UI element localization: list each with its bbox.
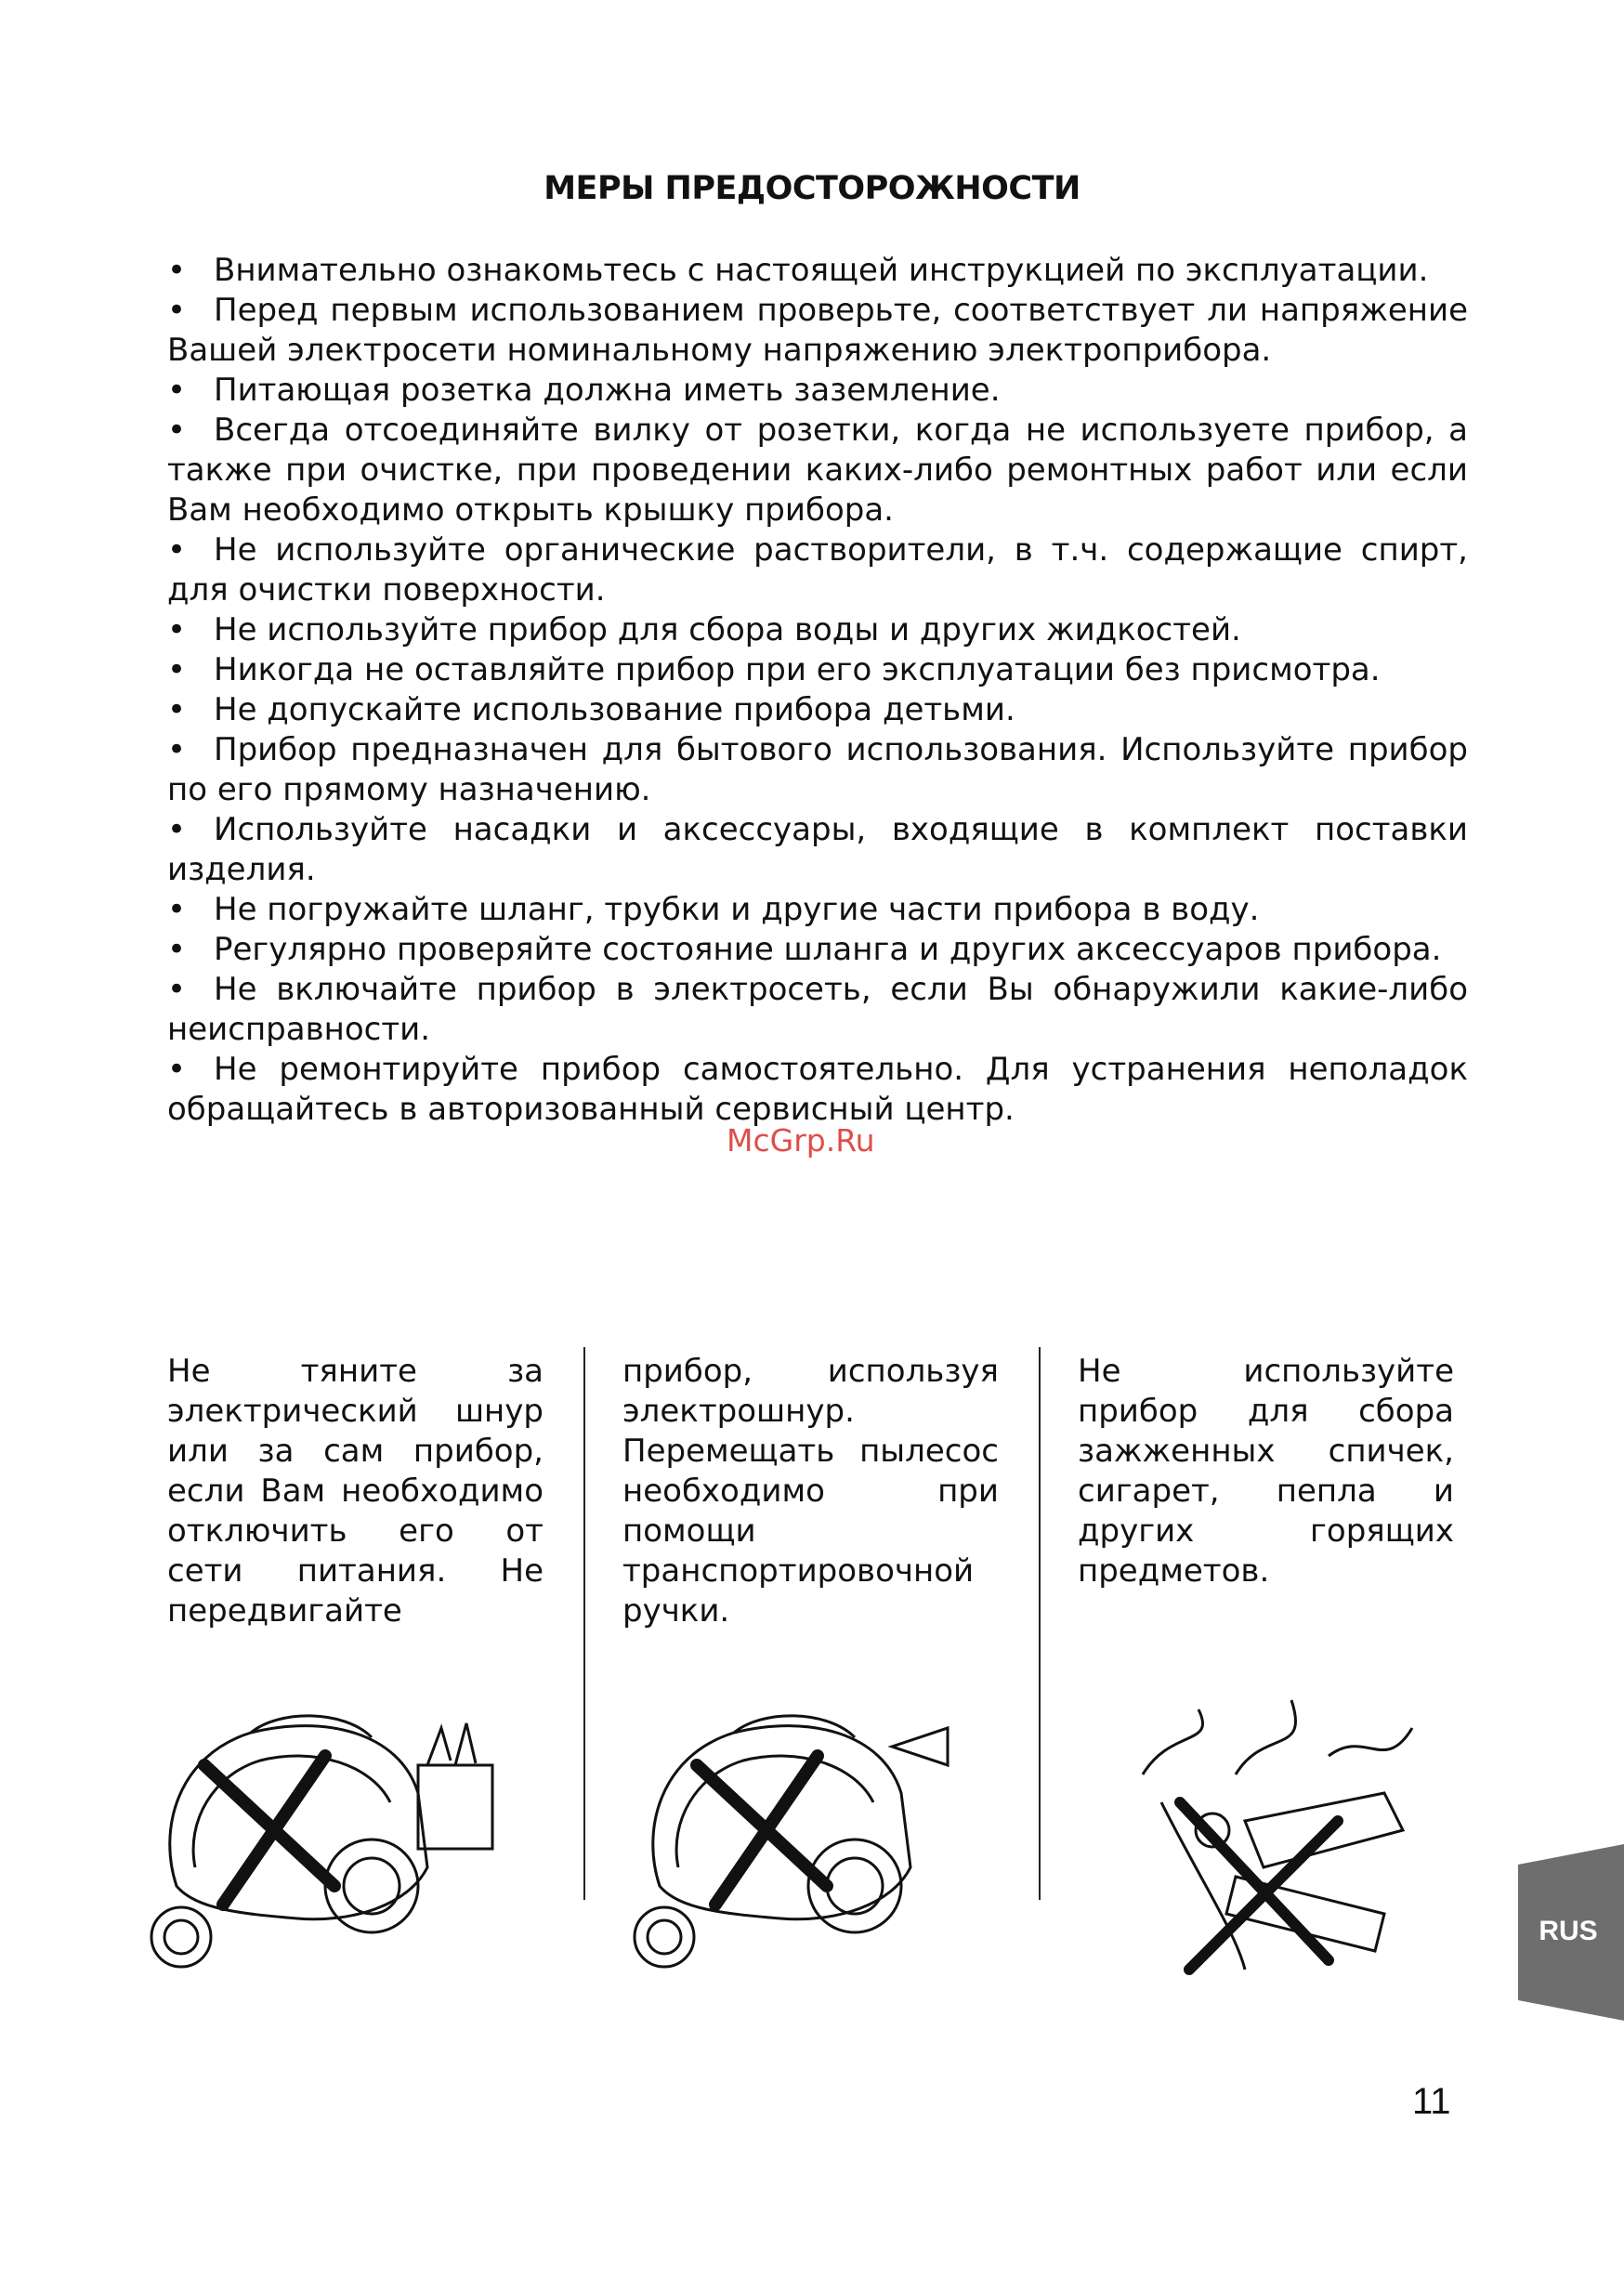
- burning-items-illustration: [1106, 1691, 1440, 1988]
- rule-text: Регулярно проверяйте состояние шланга и других аксессуаров прибора.: [214, 931, 1442, 968]
- list-item: [167, 610, 1468, 650]
- rule-text: Всегда отсоединяйте вилку от розетки, когда не используете прибор, а также при очистке, при проведении каких-либо ремонтных работ или если Вам необходимо открыть крышку прибора.: [167, 412, 1468, 529]
- bullet: •: [167, 412, 187, 449]
- rule-text: Не погружайте шланг, трубки и другие части прибора в воду.: [214, 891, 1260, 928]
- vacuum-move-by-cord-illustration: [622, 1691, 1013, 1988]
- list-item: [167, 690, 1468, 730]
- bullet: •: [167, 891, 187, 928]
- list-item: [167, 890, 1468, 930]
- rule-text: Не включайте прибор в электросеть, если Вы обнаружили какие-либо неисправности.: [167, 971, 1468, 1048]
- precautions-list: [167, 251, 1468, 1130]
- rule-text: Не ремонтируйте прибор самостоятельно. Для устранения неполадок обращайтесь в авторизованный сервисный центр.: [167, 1051, 1468, 1128]
- bullet: •: [167, 931, 187, 968]
- rule-text: Не используйте прибор для сбора воды и других жидкостей.: [214, 611, 1241, 648]
- list-item: [167, 371, 1468, 411]
- list-item: [167, 530, 1468, 610]
- list-item: [167, 1050, 1468, 1130]
- warning-column-3: Не используйте прибор для сбора зажженных спичек, сигарет, пепла и других горящих предметов.: [1078, 1353, 1454, 1590]
- bullet: •: [167, 372, 187, 409]
- list-item: [167, 730, 1468, 810]
- rule-text: Никогда не оставляйте прибор при его эксплуатации без присмотра.: [214, 651, 1381, 688]
- column-divider: [583, 1347, 585, 1900]
- rule-text: Используйте насадки и аксессуары, входящие в комплект поставки изделия.: [167, 811, 1468, 888]
- warning-column-1: Не тяните за электрический шнур или за сам прибор, если Вам необходимо отключить его от сети питания. Не передвигайте: [167, 1353, 544, 1630]
- column-divider: [1039, 1347, 1041, 1900]
- rule-text: Перед первым использованием проверьте, соответствует ли напряжение Вашей электросети номинальному напряжению электроприбора.: [167, 292, 1468, 369]
- page-number: 11: [1412, 2081, 1451, 2122]
- bullet: •: [167, 292, 187, 329]
- list-item: [167, 411, 1468, 530]
- bullet: •: [167, 731, 187, 768]
- list-item: [167, 251, 1468, 291]
- bullet: •: [167, 811, 187, 848]
- list-item: [167, 650, 1468, 690]
- bullet: •: [167, 971, 187, 1008]
- rule-text: Не допускайте использование прибора детьми.: [214, 691, 1015, 728]
- list-item: [167, 291, 1468, 371]
- watermark: McGrp.Ru: [727, 1122, 875, 1159]
- rule-text: Питающая розетка должна иметь заземление.: [214, 372, 1001, 409]
- bullet: •: [167, 252, 187, 289]
- bullet: •: [167, 611, 187, 648]
- bullet: •: [167, 1051, 187, 1088]
- bullet: •: [167, 651, 187, 688]
- page-title: МЕРЫ ПРЕДОСТОРОЖНОСТИ: [544, 170, 1080, 207]
- list-item: [167, 810, 1468, 890]
- bullet: •: [167, 691, 187, 728]
- list-item: [167, 970, 1468, 1050]
- list-item: [167, 930, 1468, 970]
- language-tab-label: RUS: [1539, 1916, 1598, 1946]
- vacuum-pull-cord-illustration: [139, 1691, 567, 1988]
- bullet: •: [167, 531, 187, 569]
- rule-text: Прибор предназначен для бытового использования. Используйте прибор по его прямому назначению.: [167, 731, 1468, 808]
- rule-text: Не используйте органические растворители, в т.ч. содержащие спирт, для очистки поверхности.: [167, 531, 1468, 609]
- warning-column-2: прибор, используя электрошнур. Перемещать пылесос необходимо при помощи транспортировочной ручки.: [622, 1353, 999, 1630]
- rule-text: Внимательно ознакомьтесь с настоящей инструкцией по эксплуатации.: [214, 252, 1429, 289]
